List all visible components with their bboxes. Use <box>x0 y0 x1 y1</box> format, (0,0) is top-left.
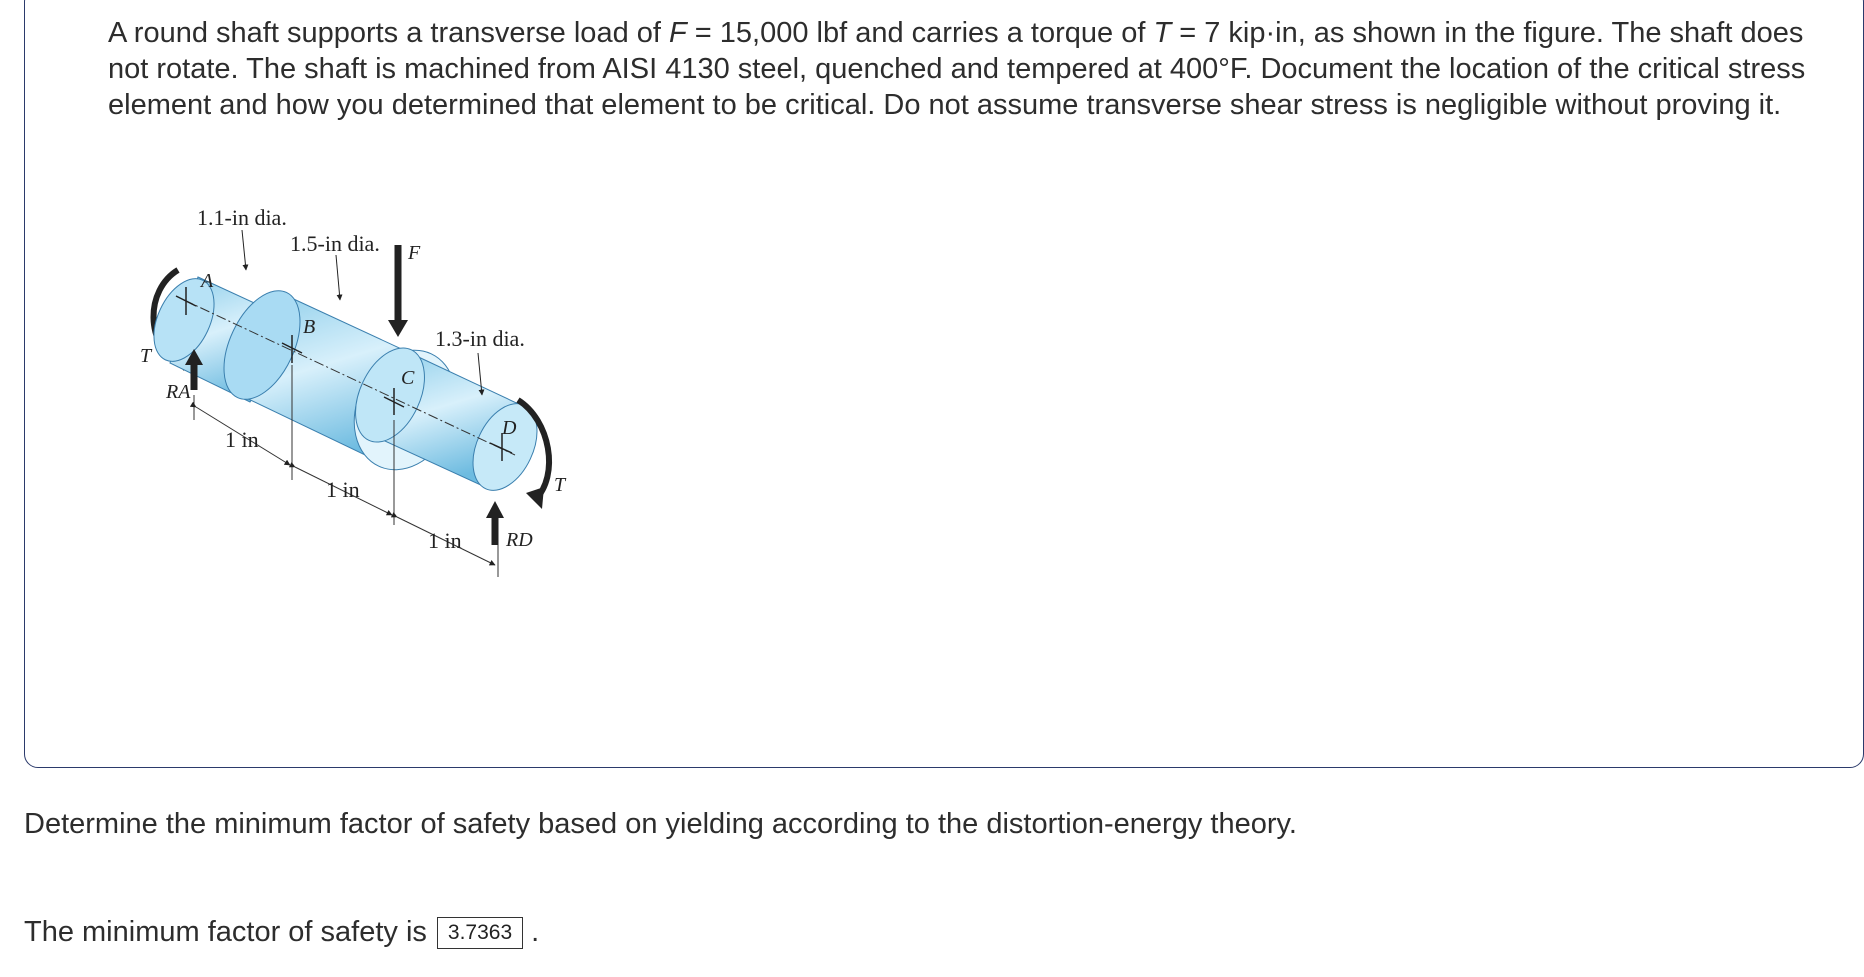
force-label: F <box>408 242 421 264</box>
answer-prefix: The minimum factor of safety is <box>24 916 427 948</box>
problem-statement <box>108 15 1828 123</box>
point-a-label: A <box>201 270 214 292</box>
answer-input[interactable]: 3.7363 <box>437 917 523 949</box>
point-d-label: D <box>502 417 517 439</box>
problem-text-part: = 15,000 lbf and carries a torque of <box>686 17 1154 49</box>
shaft-figure <box>140 205 700 700</box>
point-c-label: C <box>401 367 415 389</box>
dia-label-c: 1.3-in dia. <box>435 326 525 351</box>
torque-label-right: T <box>554 474 566 496</box>
problem-text-part: = 7 kip·in, as shown in the figure. The shaft does not rotate. The shaft is machined from AISI 4130 steel, quenched and tempered at 400°F. Document the location of the critical stress element and how you determined that element to be critical. Do not assume transverse shear stress is negligible without proving it. <box>108 17 1806 121</box>
reaction-label-a: RA <box>166 381 191 403</box>
point-b-label: B <box>303 316 316 338</box>
dimension-label-3: 1 in <box>428 528 462 553</box>
variable-F: F <box>669 17 687 49</box>
dia-label-a: 1.1-in dia. <box>197 205 287 230</box>
dimension-label-2: 1 in <box>326 477 360 502</box>
dia-label-b: 1.5-in dia. <box>290 231 380 256</box>
question-text: Determine the minimum factor of safety based on yielding according to the distortion-energy theory. <box>24 808 1297 840</box>
dimension-label-1: 1 in <box>225 427 259 452</box>
torque-label-left: T <box>140 345 152 367</box>
answer-suffix: . <box>531 916 540 948</box>
problem-text-part: A round shaft supports a transverse load of <box>108 17 669 49</box>
variable-T: T <box>1153 17 1172 49</box>
reaction-label-d: RD <box>506 529 533 551</box>
answer-line <box>24 916 539 949</box>
